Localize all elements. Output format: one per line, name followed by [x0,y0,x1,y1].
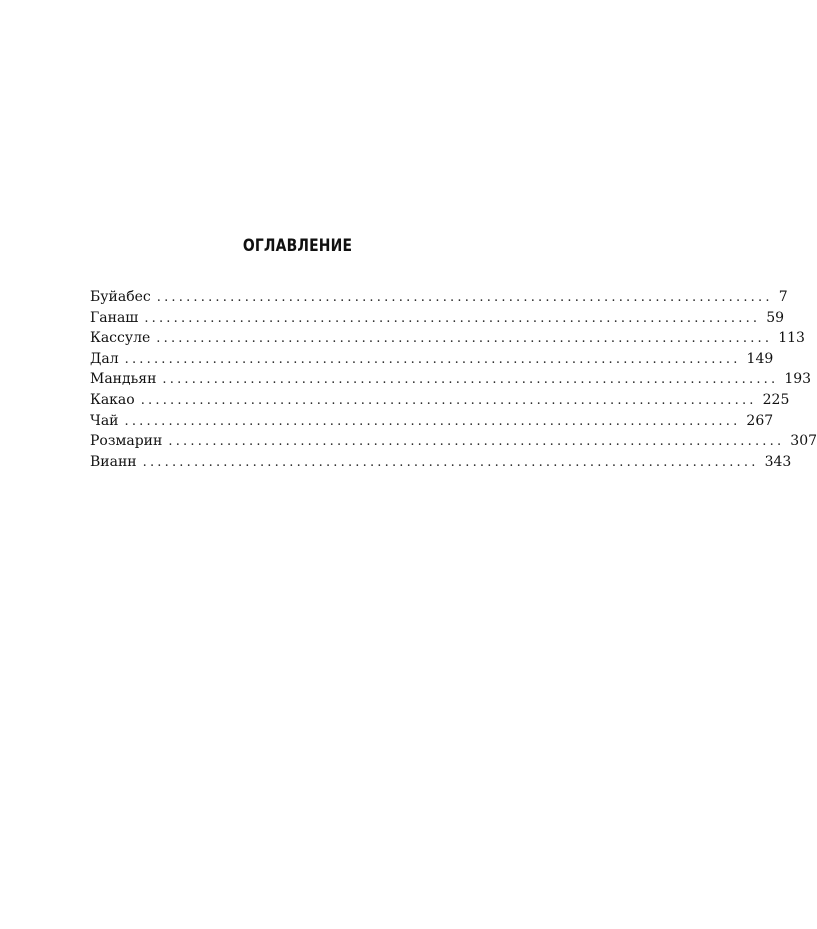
toc-entry[interactable] [90,287,788,308]
toc-entry-name: Мандьян [90,371,157,388]
toc-dot-leader: .................................................................................... [124,351,741,367]
toc-title: ОГЛАВЛЕНИЕ [242,236,353,256]
toc-entry-name: Буйабес [90,289,151,305]
toc-entry-page: 59 [766,309,785,326]
toc-entry[interactable] [90,390,790,411]
toc-entry[interactable] [90,411,774,432]
toc-dot-leader: .................................................................................... [168,434,785,450]
toc-entry-page: 343 [764,453,792,470]
toc-dot-leader: .................................................................................... [142,454,759,470]
toc-entry-name: Чай [90,412,119,429]
toc-dot-leader: .................................................................................... [144,310,761,326]
toc-dot-leader: .................................................................................... [156,331,773,347]
toc-entry-name: Розмарин [90,433,163,450]
toc-dot-leader: .................................................................................... [156,290,773,305]
toc-entry[interactable] [90,431,817,452]
toc-entry-page: 225 [762,391,790,408]
toc-entry-page: 7 [778,289,788,305]
toc-dot-leader: .................................................................................... [124,413,741,429]
toc-entry-page: 193 [784,371,812,388]
toc-list [90,287,817,472]
toc-entry-page: 113 [778,330,805,347]
toc-dot-leader: .................................................................................... [140,392,757,408]
toc-entry[interactable] [90,349,774,370]
toc-entry-name: Кассуле [90,330,151,347]
toc-entry[interactable] [90,369,812,390]
toc-entry[interactable] [90,452,792,473]
toc-entry-page: 267 [746,412,774,429]
toc-entry-page: 149 [746,350,774,367]
toc-entry-name: Какао [90,391,135,408]
toc-entry-name: Ганаш [90,309,139,326]
toc-entry[interactable] [90,328,805,349]
toc-dot-leader: .................................................................................... [162,372,779,388]
toc-entry[interactable] [90,308,785,329]
toc-entry-page: 307 [790,433,817,450]
toc-entry-name: Вианн [90,453,137,470]
toc-entry-name: Дал [90,350,119,367]
